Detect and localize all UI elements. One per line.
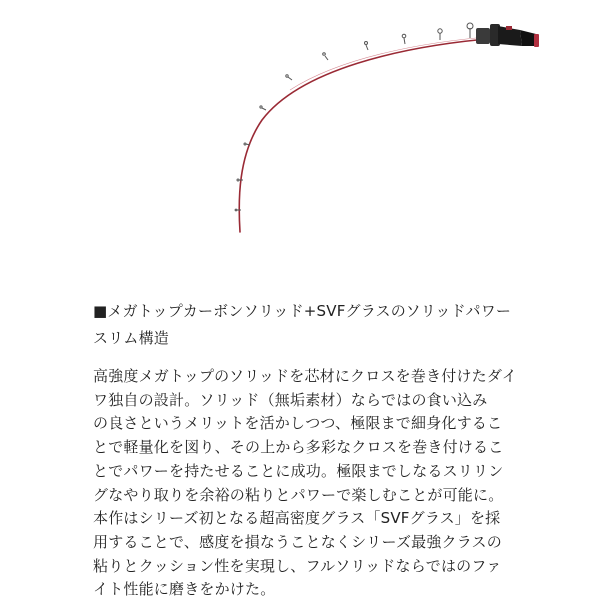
rod-guides	[235, 23, 473, 211]
description-line: グなやり取りを余裕の粘りとパワーで楽しむことが可能に。	[93, 485, 504, 504]
description-line: 用することで、感度を損なうことなくシリーズ最強クラスの	[93, 532, 502, 551]
description-line: 粘りとクッション性を実現し、フルソリッドならではのファ	[93, 556, 502, 575]
feature-headline-line: ■メガトップカーボンソリッド+SVFグラスのソリッドパワー	[93, 302, 512, 320]
description-line: とでパワーを持たせることに成功。極限までしなるスリリン	[93, 461, 504, 480]
description-line: の良さというメリットを活かしつつ、極限まで細身化するこ	[93, 414, 503, 433]
rod-blank-highlight	[290, 36, 498, 90]
description-line: ワ独自の設計。ソリッド（無垢素材）ならではの食い込み	[93, 390, 488, 409]
feature-headline	[93, 298, 533, 352]
description-line: 本作はシリーズ初となる超高密度グラス「SVFグラス」を採	[93, 509, 501, 528]
rod-blank	[239, 38, 498, 232]
description-line: イト性能に磨きをかけた。	[93, 580, 276, 599]
feature-description	[93, 365, 517, 602]
fishing-rod-bend-image	[0, 0, 600, 280]
rod-grip	[476, 24, 539, 47]
description-line: とで軽量化を図り、その上から多彩なクロスを巻き付けるこ	[93, 438, 504, 457]
description-line: 高強度メガトップのソリッドを芯材にクロスを巻き付けたダイ	[93, 367, 517, 385]
feature-headline-line: スリム構造	[93, 329, 170, 347]
